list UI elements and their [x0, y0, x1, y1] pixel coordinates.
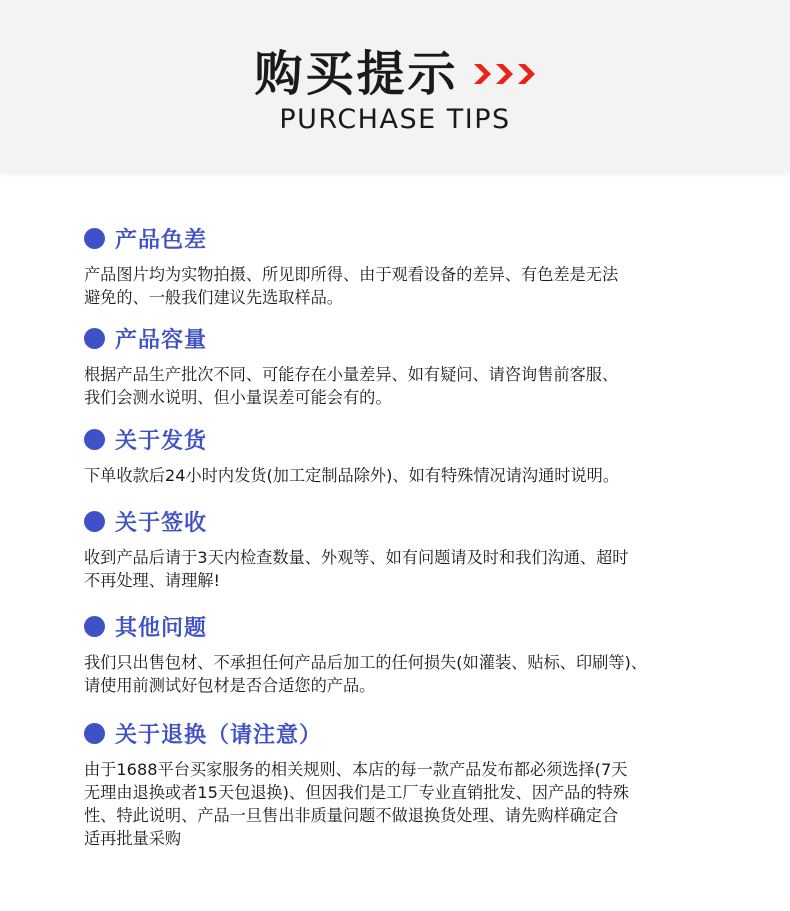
section-body	[84, 758, 724, 850]
section-header	[84, 718, 724, 748]
section-shipping	[84, 424, 724, 487]
body-line: 无理由退换或者15天包退换)、但因我们是工厂专业直销批发、因产品的特殊	[84, 783, 629, 802]
body-line: 不再处理、请理解!	[84, 571, 220, 590]
section-header	[84, 424, 724, 454]
page-subtitle: PURCHASE TIPS	[279, 104, 511, 135]
section-color-difference	[84, 223, 724, 309]
section-header	[84, 506, 724, 536]
body-line: 收到产品后请于3天内检查数量、外观等、如有问题请及时和我们沟通、超时	[84, 548, 629, 567]
body-line: 避免的、一般我们建议先选取样品。	[84, 288, 343, 307]
bullet-dot-icon	[84, 429, 105, 450]
section-body	[84, 464, 724, 487]
section-title: 关于退换（请注意）	[115, 722, 323, 748]
section-title: 产品色差	[115, 227, 208, 253]
section-body	[84, 263, 724, 309]
body-line: 请使用前测试好包材是否合适您的产品。	[84, 676, 376, 695]
page-title: 购买提示	[254, 46, 459, 102]
bullet-dot-icon	[84, 228, 105, 249]
body-line: 性、特此说明、产品一旦售出非质量问题不做退换货处理、请先购样确定合	[84, 806, 619, 825]
body-line: 由于1688平台买家服务的相关规则、本店的每一款产品发布都必须选择(7天	[84, 760, 628, 779]
section-body	[84, 546, 724, 592]
section-header	[84, 223, 724, 253]
section-title: 关于签收	[115, 510, 208, 536]
body-line: 下单收款后24小时内发货(加工定制品除外)、如有特殊情况请沟通时说明。	[84, 466, 620, 485]
section-title: 产品容量	[115, 327, 208, 353]
section-capacity	[84, 323, 724, 409]
bullet-dot-icon	[84, 511, 105, 532]
body-line: 适再批量采购	[84, 829, 182, 848]
section-other-issues	[84, 611, 724, 697]
section-body	[84, 363, 724, 409]
section-header	[84, 323, 724, 353]
section-returns	[84, 718, 724, 850]
section-body	[84, 651, 724, 697]
body-line: 我们会测水说明、但小量误差可能会有的。	[84, 388, 392, 407]
section-title: 其他问题	[115, 615, 208, 641]
body-line: 根据产品生产批次不同、可能存在小量差异、如有疑问、请咨询售前客服、	[84, 365, 619, 384]
body-line: 我们只出售包材、不承担任何产品后加工的任何损失(如灌装、贴标、印刷等)、	[84, 653, 648, 672]
section-header	[84, 611, 724, 641]
section-title: 关于发货	[115, 428, 208, 454]
bullet-dot-icon	[84, 616, 105, 637]
body-line: 产品图片均为实物拍摄、所见即所得、由于观看设备的差异、有色差是无法	[84, 265, 619, 284]
bullet-dot-icon	[84, 328, 105, 349]
section-receipt	[84, 506, 724, 592]
bullet-dot-icon	[84, 723, 105, 744]
